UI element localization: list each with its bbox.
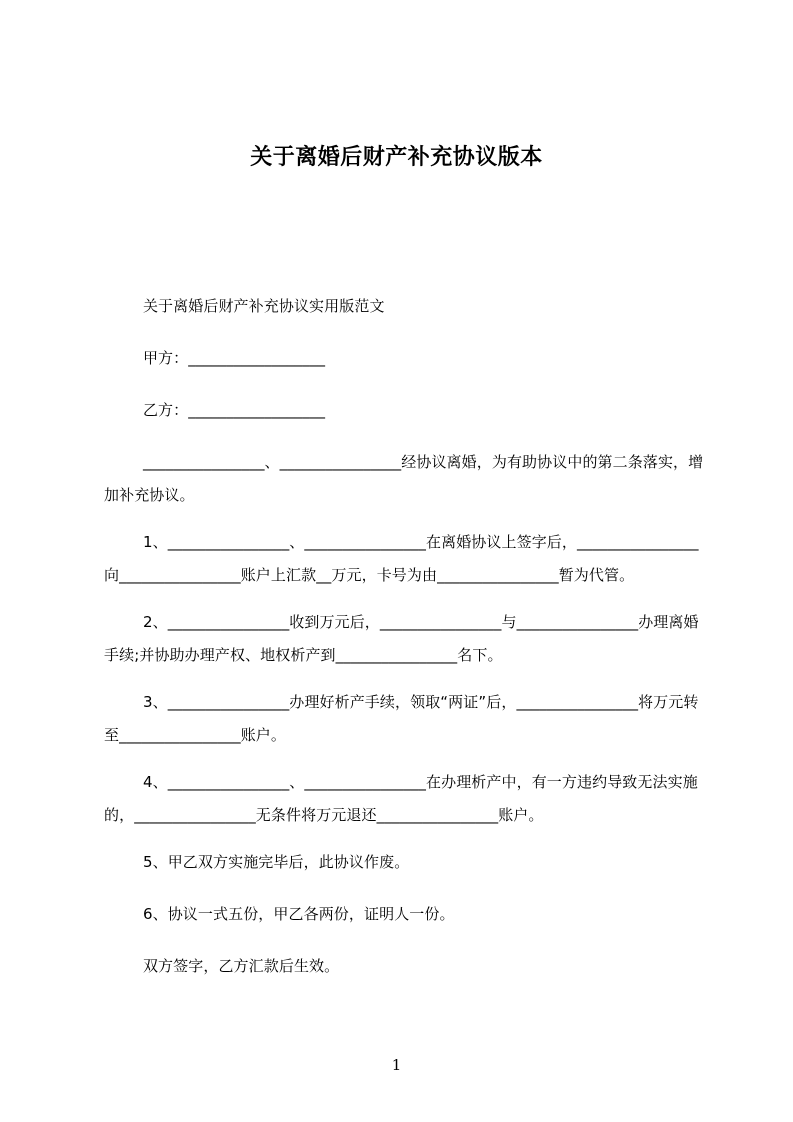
paragraph-party-b: 乙方：__________________	[104, 401, 326, 419]
paragraph-signature: 双方签字，乙方汇款后生效。	[104, 957, 340, 975]
paragraph-clause-6: 6、协议一式五份，甲乙各两份，证明人一份。	[104, 905, 455, 923]
paragraph-clause-4: 4、________________、________________在办理析产中，有一方违约导致无法实施的，________________无条件将万元退还________________账户。	[104, 773, 698, 824]
paragraph-clause-2: 2、________________收到万元后，________________与________________办理离婚手续;并协助办理产权、地权析产到________________名下。	[104, 613, 699, 664]
paragraph-clause-1: 1、________________、________________在离婚协议上签字后，________________向________________账户上汇款__万元，卡号为由________________暂为代管。	[104, 533, 699, 584]
document-title: 关于离婚后财产补充协议版本	[250, 145, 543, 170]
page-number: 1	[391, 1056, 402, 1074]
paragraph-intro: ________________、________________经协议离婚，为有助协议中的第二条落实，增加补充协议。	[104, 453, 704, 504]
paragraph-party-a: 甲方：__________________	[104, 349, 326, 367]
paragraph-subtitle: 关于离婚后财产补充协议实用版范文	[104, 297, 385, 315]
paragraph-clause-3: 3、________________办理好析产手续，领取“两证”后，________________将万元转至________________账户。	[104, 693, 699, 744]
paragraph-clause-5: 5、甲乙双方实施完毕后，此协议作废。	[104, 853, 410, 871]
